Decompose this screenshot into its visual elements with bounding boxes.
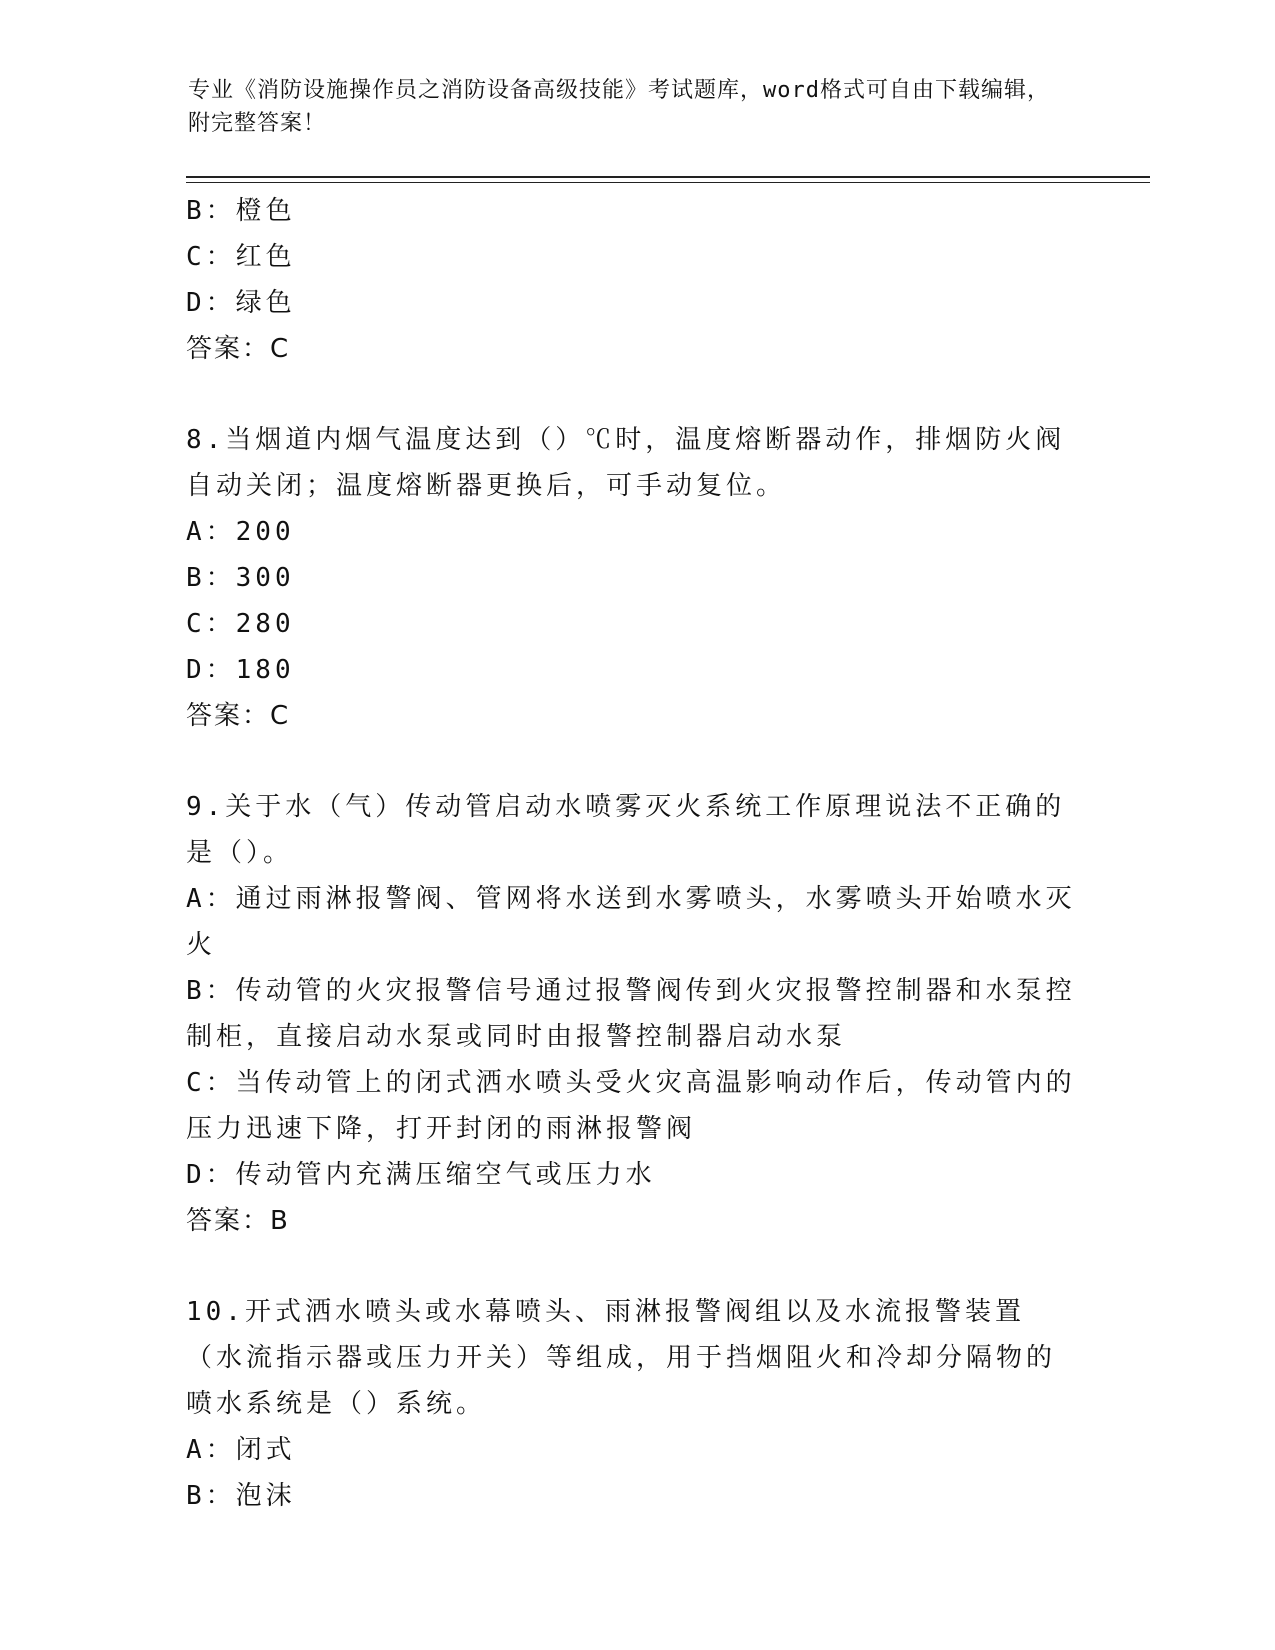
option-a: A：200: [186, 517, 295, 547]
option-b: B：橙色: [186, 196, 296, 226]
option-b: B：300: [186, 563, 295, 593]
question-stem: 9.关于水（气）传动管启动水喷雾灭火系统工作原理说法不正确的是（）。: [186, 792, 1066, 868]
question-7-tail: [186, 188, 1076, 372]
option-b: B：泡沫: [186, 1481, 296, 1511]
answer: 答案：C: [186, 334, 291, 364]
option-d: D：传动管内充满压缩空气或压力水: [186, 1160, 656, 1190]
question-stem: 10.开式洒水喷头或水幕喷头、雨淋报警阀组以及水流报警装置（水流指示器或压力开关）等组成，用于挡烟阻火和冷却分隔物的喷水系统是（）系统。: [186, 1297, 1057, 1419]
answer: 答案：C: [186, 701, 291, 731]
option-d: D：180: [186, 655, 295, 685]
question-10: [186, 1289, 1076, 1519]
header-rule-thick: [186, 176, 1150, 178]
page-header: 专业《消防设施操作员之消防设备高级技能》考试题库，word格式可自由下载编辑，附完整答案！: [188, 78, 1050, 136]
option-a: A：通过雨淋报警阀、管网将水送到水雾喷头，水雾喷头开始喷水灭火: [186, 884, 1076, 960]
option-b: B：传动管的火灾报警信号通过报警阀传到火灾报警控制器和水泵控制柜，直接启动水泵或同时由报警控制器启动水泵: [186, 976, 1076, 1052]
option-c: C：当传动管上的闭式洒水喷头受火灾高温影响动作后，传动管内的压力迅速下降，打开封闭的雨淋报警阀: [186, 1068, 1076, 1144]
option-c: C：红色: [186, 242, 296, 272]
header-rule-thin: [186, 182, 1150, 183]
answer: 答案：B: [186, 1206, 290, 1236]
question-9: [186, 784, 1076, 1244]
option-c: C：280: [186, 609, 295, 639]
question-content: [186, 188, 1076, 1519]
question-8: [186, 417, 1076, 739]
question-stem: 8.当烟道内烟气温度达到（）℃时，温度熔断器动作，排烟防火阀自动关闭；温度熔断器更换后，可手动复位。: [186, 425, 1066, 501]
option-a: A：闭式: [186, 1435, 296, 1465]
option-d: D：绿色: [186, 288, 296, 318]
